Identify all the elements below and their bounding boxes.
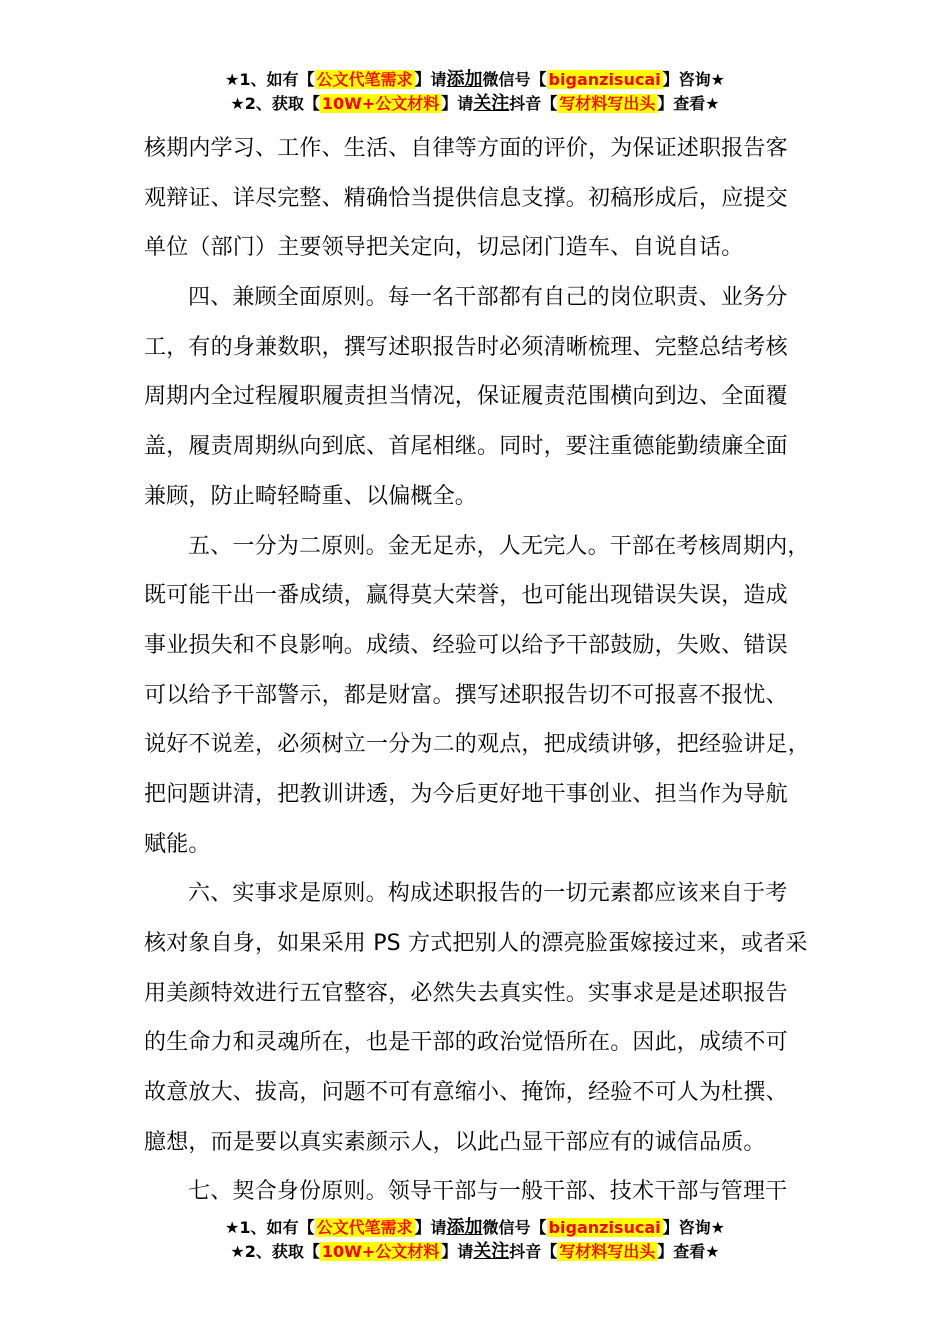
paragraph-first-line: 七、契合身份原则。领导干部与一般干部、技术干部与管理干: [188, 1179, 788, 1205]
text-line: 赋能。: [144, 831, 211, 857]
promo-text: ★1、如有【: [225, 70, 315, 89]
text-line: 说好不说差，必须树立一分为二的观点，把成绩讲够，把经验讲足，: [144, 732, 811, 758]
promo-text: 】请: [414, 70, 447, 89]
promo-line-1: [0, 1216, 950, 1240]
promo-highlight: 公文代笔需求: [316, 1218, 413, 1237]
promo-text: 】请: [414, 1218, 447, 1237]
text-line: 既可能干出一番成绩，赢得莫大荣誉，也可能出现错误失误，造成: [144, 583, 788, 609]
text-line: 工，有的身兼数职，撰写述职报告时必须清晰梳理、完整总结考核: [144, 334, 788, 360]
promo-line-2: [0, 92, 950, 116]
promo-emphasis: 关注: [473, 1241, 510, 1262]
promo-text: 】咨询★: [662, 70, 725, 89]
promo-text: 】查看★: [657, 1242, 720, 1261]
promo-text: 微信号【: [482, 1218, 547, 1237]
douyin-id-highlight: 写材料写出头: [559, 1242, 656, 1261]
promo-emphasis: 添加: [446, 1217, 483, 1238]
promo-text: 微信号【: [482, 70, 547, 89]
text-line: 核对象自身，如果采用 PS 方式把别人的漂亮脸蛋嫁接过来，或者采: [144, 931, 808, 956]
promo-text: 】请: [441, 1242, 474, 1261]
wechat-id-highlight: biganzisucai: [548, 70, 661, 89]
text-line: 盖，履责周期纵向到底、首尾相继。同时，要注重德能勤绩廉全面: [144, 434, 788, 460]
paragraph-first-line: 五、一分为二原则。金无足赤，人无完人。干部在考核周期内，: [188, 533, 810, 559]
text-line: 事业损失和不良影响。成绩、经验可以给予干部鼓励，失败、错误: [144, 632, 788, 658]
text-line: 核期内学习、工作、生活、自律等方面的评价，为保证述职报告客: [144, 136, 788, 161]
wechat-id-highlight: biganzisucai: [548, 1218, 661, 1237]
promo-text: 抖音【: [509, 94, 558, 113]
promo-line-2: [0, 1240, 950, 1264]
promo-text: 】查看★: [657, 94, 720, 113]
douyin-id-highlight: 写材料写出头: [559, 94, 656, 113]
text-line: 观辩证、详尽完整、精确恰当提供信息支撑。初稿形成后，应提交: [144, 185, 788, 211]
text-line: 单位（部门）主要领导把关定向，切忌闭门造车、自说自话。: [144, 235, 744, 261]
promo-text: ★2、获取【: [230, 1242, 320, 1261]
text-line: 兼顾，防止畸轻畸重、以偏概全。: [144, 483, 478, 509]
promo-text: ★2、获取【: [230, 94, 320, 113]
text-line: 周期内全过程履职履责担当情况，保证履责范围横向到边、全面覆: [144, 384, 788, 410]
promo-banner-top: [0, 68, 950, 116]
text-line: 可以给予干部警示，都是财富。撰写述职报告切不可报喜不报忧、: [144, 682, 788, 708]
promo-highlight: 10W+公文材料: [321, 94, 440, 113]
promo-emphasis: 关注: [473, 93, 510, 114]
promo-text: 】咨询★: [662, 1218, 725, 1237]
promo-emphasis: 添加: [446, 69, 483, 90]
text-line: 臆想，而是要以真实素颜示人，以此凸显干部应有的诚信品质。: [144, 1129, 766, 1155]
document-body: [144, 124, 824, 1217]
promo-line-1: [0, 68, 950, 92]
paragraph-first-line: 六、实事求是原则。构成述职报告的一切元素都应该来自于考: [188, 881, 788, 907]
promo-text: 】请: [441, 94, 474, 113]
text-line: 故意放大、拔高，问题不可有意缩小、掩饰，经验不可人为杜撰、: [144, 1080, 788, 1106]
text-line: 把问题讲清，把教训讲透，为今后更好地干事创业、担当作为导航: [144, 781, 788, 807]
promo-text: ★1、如有【: [225, 1218, 315, 1237]
promo-highlight: 10W+公文材料: [321, 1242, 440, 1261]
text-line: 用美颜特效进行五官整容，必然失去真实性。实事求是是述职报告: [144, 980, 788, 1006]
text-line: 的生命力和灵魂所在，也是干部的政治觉悟所在。因此，成绩不可: [144, 1030, 788, 1056]
promo-text: 抖音【: [509, 1242, 558, 1261]
promo-banner-bottom: [0, 1216, 950, 1264]
promo-highlight: 公文代笔需求: [316, 70, 413, 89]
paragraph-first-line: 四、兼顾全面原则。每一名干部都有自己的岗位职责、业务分: [188, 285, 788, 311]
